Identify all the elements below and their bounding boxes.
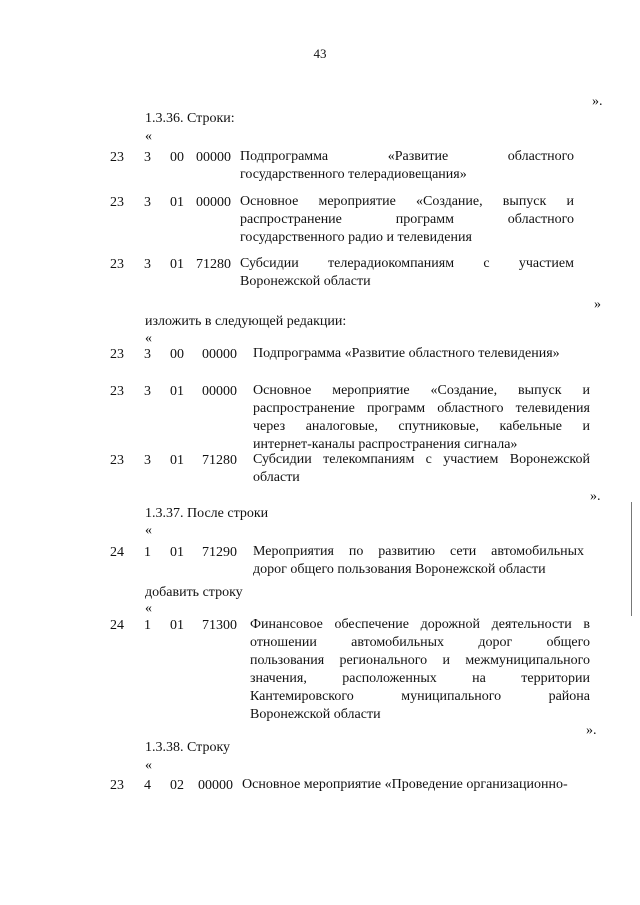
code-col-3: 01 <box>170 453 184 468</box>
code-col-1: 23 <box>110 384 124 399</box>
row-description <box>242 776 592 794</box>
instruction-text: добавить строку <box>145 585 243 600</box>
opening-quote: « <box>145 331 152 346</box>
section-heading: 1.3.38. Строку <box>145 740 231 755</box>
code-col-2: 3 <box>144 150 151 165</box>
code-col-3: 01 <box>170 618 184 633</box>
code-col-2: 3 <box>144 257 151 272</box>
description-line: распространение программ областного <box>240 212 574 227</box>
code-col-4: 00000 <box>196 150 231 165</box>
description-line: Мероприятия по развитию сети автомобильных <box>253 544 584 559</box>
description-line: отношении автомобильных дорог общего <box>250 635 590 650</box>
description-line: Воронежской области <box>250 707 381 722</box>
code-col-1: 23 <box>110 778 124 793</box>
instruction-text: изложить в следующей редакции: <box>145 314 347 329</box>
description-line: Воронежской области <box>240 274 371 289</box>
code-col-2: 3 <box>144 195 151 210</box>
code-col-1: 24 <box>110 545 124 560</box>
code-col-3: 01 <box>170 545 184 560</box>
opening-quote: « <box>145 601 152 616</box>
description-line: государственного радио и телевидения <box>240 230 472 245</box>
description-line: Основное мероприятие «Создание, выпуск и <box>253 383 590 398</box>
code-col-4: 00000 <box>202 384 237 399</box>
code-col-2: 1 <box>144 618 151 633</box>
code-col-2: 3 <box>144 384 151 399</box>
row-description <box>240 255 574 291</box>
code-col-2: 3 <box>144 453 151 468</box>
row-description <box>240 148 574 184</box>
code-col-2: 1 <box>144 545 151 560</box>
opening-quote: « <box>145 129 152 144</box>
code-col-1: 23 <box>110 150 124 165</box>
code-col-3: 02 <box>170 778 184 793</box>
row-description <box>240 193 574 247</box>
code-col-4: 71280 <box>202 453 237 468</box>
description-line: Подпрограмма «Развитие областного <box>240 149 574 164</box>
page-number: 43 <box>313 46 327 61</box>
row-description <box>250 616 590 724</box>
code-col-4: 71280 <box>196 257 231 272</box>
opening-quote: « <box>145 758 152 773</box>
description-line: значения, расположенных на территории <box>250 671 590 686</box>
row-description <box>253 451 590 487</box>
description-line: интернет-каналы распространения сигнала» <box>253 437 518 452</box>
description-line: Основное мероприятие «Проведение организационно- <box>242 777 568 792</box>
code-col-3: 01 <box>170 195 184 210</box>
scan-margin-line <box>631 502 632 616</box>
description-line: дорог общего пользования Воронежской области <box>253 562 546 577</box>
description-line: распространение программ областного телевидения <box>253 401 590 416</box>
row-description <box>253 382 590 454</box>
closing-quote: » <box>594 297 601 312</box>
code-col-1: 23 <box>110 347 124 362</box>
closing-quote: ». <box>592 94 603 109</box>
description-line: Основное мероприятие «Создание, выпуск и <box>240 194 574 209</box>
description-line: Финансовое обеспечение дорожной деятельности в <box>250 617 590 632</box>
row-description <box>253 345 590 363</box>
code-col-1: 23 <box>110 453 124 468</box>
description-line: Подпрограмма «Развитие областного телевидения» <box>253 346 560 361</box>
description-line: области <box>253 470 300 485</box>
closing-quote: ». <box>586 723 597 738</box>
description-line: Субсидии телекомпаниям с участием Воронежской <box>253 452 590 467</box>
code-col-4: 71290 <box>202 545 237 560</box>
code-col-4: 00000 <box>202 347 237 362</box>
code-col-1: 23 <box>110 195 124 210</box>
code-col-1: 24 <box>110 618 124 633</box>
closing-quote: ». <box>590 489 601 504</box>
code-col-1: 23 <box>110 257 124 272</box>
section-heading: 1.3.36. Строки: <box>145 111 235 126</box>
description-line: пользования регионального и межмуниципального <box>250 653 590 668</box>
code-col-3: 00 <box>170 150 184 165</box>
code-col-2: 3 <box>144 347 151 362</box>
code-col-2: 4 <box>144 778 151 793</box>
description-line: Кантемировского муниципального района <box>250 689 590 704</box>
row-description <box>253 543 584 579</box>
code-col-3: 01 <box>170 257 184 272</box>
description-line: через аналоговые, спутниковые, кабельные и <box>253 419 590 434</box>
code-col-4: 00000 <box>198 778 233 793</box>
description-line: государственного телерадиовещания» <box>240 167 467 182</box>
opening-quote: « <box>145 523 152 538</box>
code-col-3: 00 <box>170 347 184 362</box>
code-col-4: 71300 <box>202 618 237 633</box>
section-heading: 1.3.37. После строки <box>145 506 269 521</box>
code-col-4: 00000 <box>196 195 231 210</box>
code-col-3: 01 <box>170 384 184 399</box>
description-line: Субсидии телерадиокомпаниям с участием <box>240 256 574 271</box>
